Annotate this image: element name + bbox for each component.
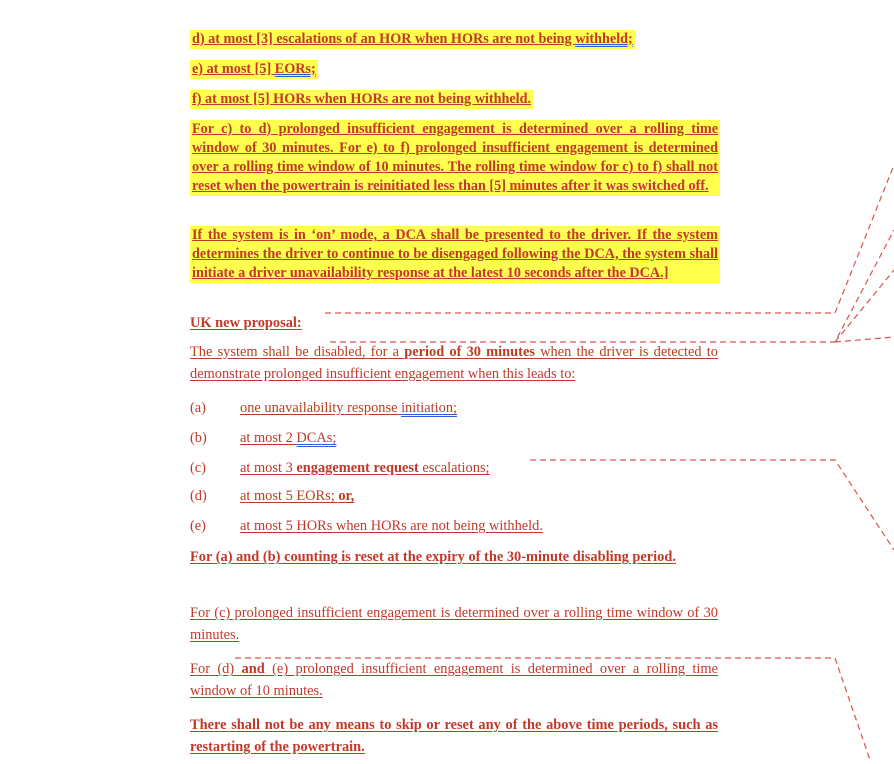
uk-intro-paragraph: The system shall be disabled, for a period of 30 minutes when the driver is detected to demonstrate prolonged insufficient engagement when this leads to: [190,344,719,382]
list-item-c: (c) at most 3 engagement request escalations; [190,460,490,476]
comment-line-3 [835,337,894,342]
rolling-window-c-paragraph: For (c) prolonged insufficient engagement is determined over a rolling time window of 30 minutes. [190,605,718,643]
comment-line-5 [530,460,894,550]
highlight-item-f: f) at most [5] HORs when HORs are not being withheld. [192,91,532,107]
list-item-b: (b) at most 2 DCAs; [190,430,337,446]
highlight-item-d: d) at most [3] escalations of an HOR when HORs are not being withheld; [192,31,633,47]
deleted-text: withheld; [575,31,633,47]
list-item-d: (d) at most 5 EORs; or, [190,488,355,504]
deleted-text: DCAs; [296,430,337,446]
rolling-window-de-paragraph: For (d) and (e) prolonged insufficient engagement is determined over a rolling time window of 10 minutes. [190,661,718,699]
uk-proposal-heading: UK new proposal: [190,315,302,331]
list-item-a: (a) one unavailability response initiation; [190,400,458,416]
highlight-dca-paragraph: If the system is in ‘on’ mode, a DCA shall be presented to the driver. If the system determines the driver to continue to be disengaged following the DCA, the system shall initiate a driver unavailability response at the latest 10 seconds after the DCA.] [192,227,718,281]
list-item-e: (e) at most 5 HORs when HORs are not being withheld. [190,518,543,534]
reset-paragraph: For (a) and (b) counting is reset at the expiry of the 30-minute disabling period. [190,549,676,565]
deleted-text: initiation; [401,400,458,416]
comment-line-4 [835,270,894,342]
no-skip-paragraph: There shall not be any means to skip or reset any of the above time periods, such as restarting of the powertrain. [190,717,718,755]
deleted-text: EORs; [274,61,316,77]
highlight-item-e: e) at most [5] EORs; [192,61,316,77]
highlight-rolling-paragraph: For c) to d) prolonged insufficient engagement is determined over a rolling time window of 30 minutes. For e) to f) prolonged insufficient engagement is determined over a rolling time window of 10 minutes. The rolling time window for c) to f) shall not reset when the powertrain is reinitiated less than [5] minutes after it was switched off. [192,121,718,194]
